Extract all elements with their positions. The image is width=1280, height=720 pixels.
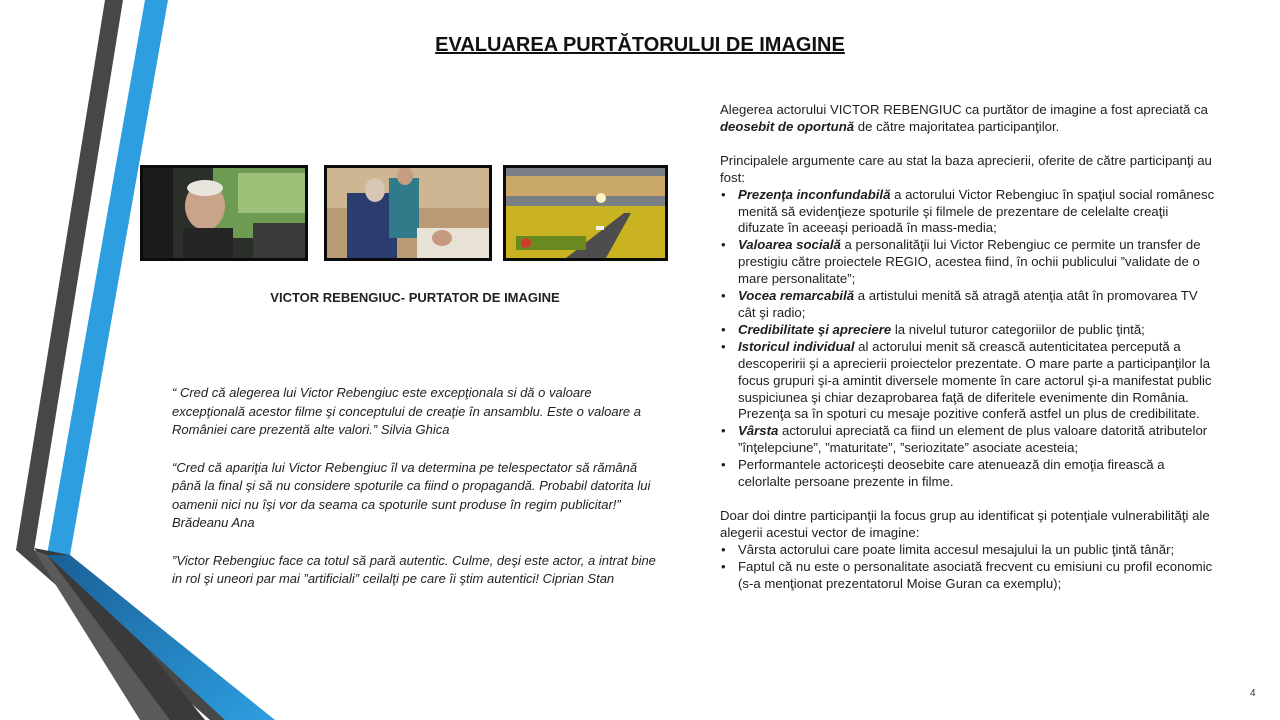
evaluation-text [720, 102, 1218, 592]
photo-caption: VICTOR REBENGIUC- PURTATOR DE IMAGINE [270, 290, 560, 305]
argument-item: • Vârsta actorului apreciată ca fiind un element de plus valoare datorită atributelor ”înţelepciune”, ”maturitate”, ”seriozitate” asociate acesteia; [720, 423, 1218, 457]
page-title: EVALUAREA PURTĂTORULUI DE IMAGINE [435, 34, 845, 56]
rapeseed-road-photo [503, 165, 668, 261]
argument-item: • Prezenţa inconfundabilă a actorului Victor Rebengiuc în spaţiul social românesc menită să evidenţieze spoturile şi filmele de prezentare de celelalte creaţii difuzate în aceeaşi perioadă în mass-media; [720, 187, 1218, 238]
vulnerability-item: • Vârsta actorului care poate limita accesul mesajului la un public ţintă tânăr; [720, 542, 1218, 559]
argument-item: • Istoricul individual al actorului menit să crească autenticitatea percepută a descoperirii şi a aprecierii proiectelor prezentate. O mare parte a participanţilor la focus grupuri şi-a amintit diversele momente în care actorul şi-a manifestat public suspiciunea şi chiar dezaprobarea faţă de diferitele evenimente din România. Prezenţa sa în spoturi cu mesaje pozitive conferă astfel un plus de credibilitate. [720, 339, 1218, 424]
page-number: 4 [1250, 688, 1256, 699]
testimonials [172, 384, 662, 608]
arguments-list [720, 187, 1218, 491]
quote-1: “ Cred că alegerea lui Victor Rebengiuc este excepţionala si dă o valoare excepţională acestor filme şi conceptului de creaţie în ansamblu. Este o valoare a României care prezentă alte valori.” Silvia Ghica [172, 385, 641, 437]
vulnerabilities-list [720, 542, 1218, 593]
hospital-room-photo [324, 165, 492, 261]
vulnerability-item: • Faptul că nu este o personalitate asociată frecvent cu emisiuni cu profil economic (s-a menţionat prezentatorul Moise Guran ca exemplu); [720, 559, 1218, 593]
arguments-heading: Principalele argumente care au stat la baza aprecierii, oferite de către participanţi au fost: [720, 152, 1212, 185]
argument-item: • Vocea remarcabilă a artistului menită să atragă atenţia atât în promovarea TV cât şi radio; [720, 288, 1218, 322]
vulnerabilities-heading: Doar doi dintre participanţii la focus grup au identificat şi potenţiale vulnerabilităţi ale alegerii acestui vector de imagine: [720, 507, 1210, 540]
actor-in-car-photo [140, 165, 308, 261]
quote-2: “Cred că apariţia lui Victor Rebengiuc îl va determina pe telespectator să rămână până la final şi să nu considere spoturile ca fiind o propagandă. Probabil datorita lui oamenii nici nu îşi vor da seama ca spoturile sunt produse în regim publicitar!” Brădeanu Ana [172, 459, 651, 530]
intro-paragraph: Alegerea actorului VICTOR REBENGIUC ca purtător de imagine a fost apreciată ca deosebit de oportună de către majoritatea participanţilor. [720, 102, 1208, 134]
argument-item: • Performantele actoriceşti deosebite care atenuează din emoţia firească a celorlalte persoane prezente in filme. [720, 457, 1218, 491]
quote-3: ”Victor Rebengiuc face ca totul să pară autentic. Culme, deşi este actor, a intrat bine in rol şi uneori par mai ”artificiali” ceilalţi pe care îi ştim autentici! Ciprian Stan [172, 552, 656, 586]
argument-item: • Valoarea socială a personalităţii lui Victor Rebengiuc ce permite un transfer de prestigiu către proiectele REGIO, acestea fiind, în ochii publicului ”validate de o mare personalitate”; [720, 237, 1218, 288]
argument-item: • Credibilitate şi apreciere la nivelul tuturor categoriilor de public ţintă; [720, 322, 1218, 339]
